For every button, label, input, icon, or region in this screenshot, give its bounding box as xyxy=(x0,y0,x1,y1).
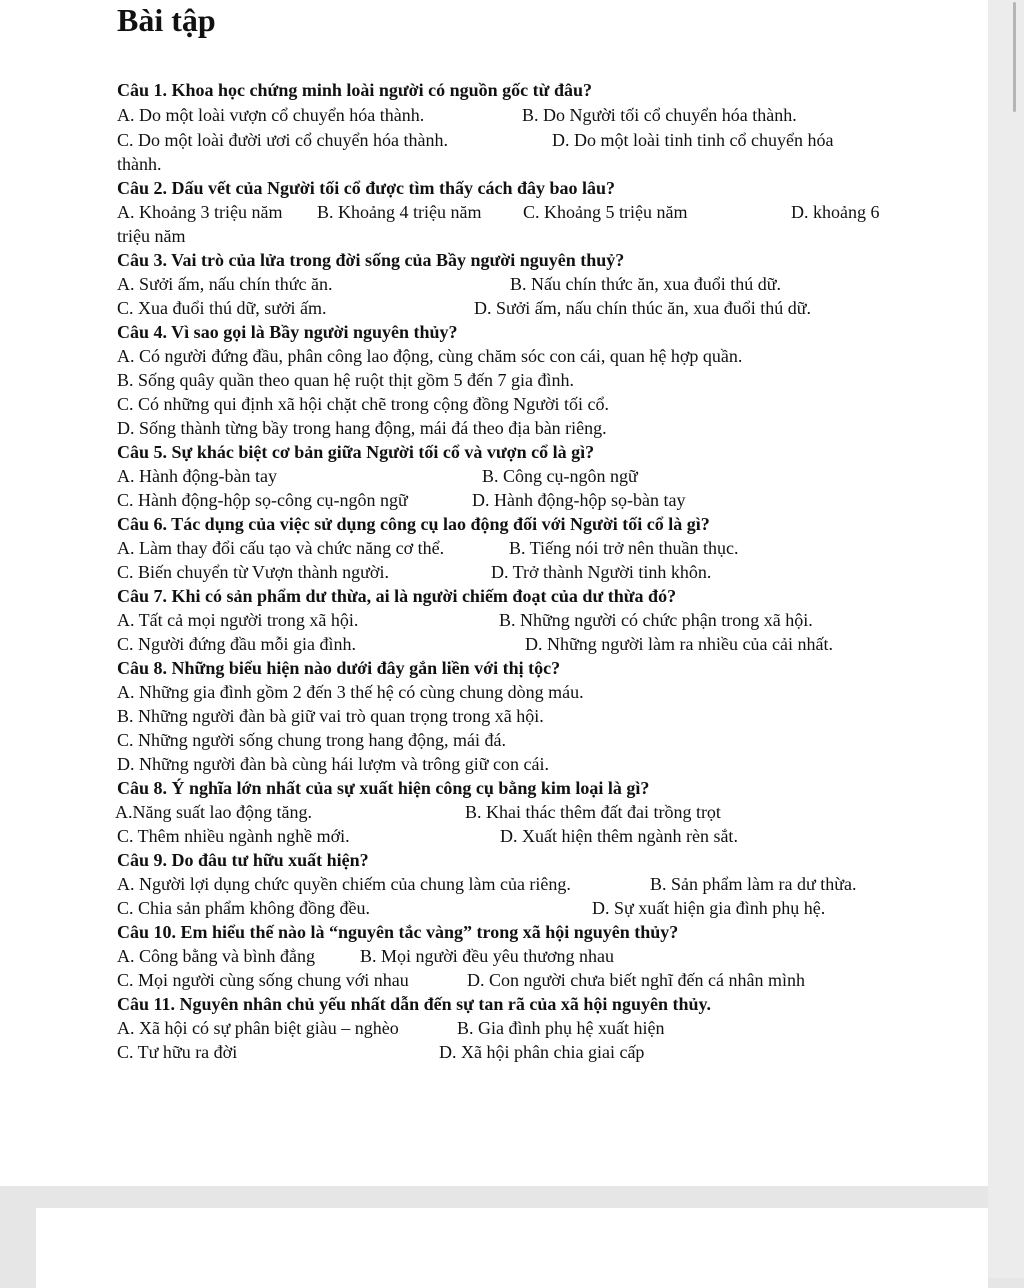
question-1: Câu 1. Khoa học chứng minh loài người có nguồn gốc từ đâu? xyxy=(117,80,592,100)
option-c: C. Thêm nhiều ngành nghề mới. xyxy=(117,826,350,846)
option-a: A. Hành động-bàn tay xyxy=(117,466,277,486)
option-d-continued: triệu năm xyxy=(117,226,186,246)
option-a: A. Xã hội có sự phân biệt giàu – nghèo xyxy=(117,1018,399,1038)
option-a: A. Những gia đình gồm 2 đến 3 thế hệ có cùng chung dòng máu. xyxy=(117,682,584,702)
option-d: D. khoảng 6 xyxy=(791,202,880,222)
question-1-options-ab xyxy=(117,103,977,127)
option-b: B. Khoảng 4 triệu năm xyxy=(317,202,482,222)
question-5-options-ab xyxy=(117,464,977,488)
option-b: B. Khai thác thêm đất đai trồng trọt xyxy=(465,802,721,822)
question-9-options-ab xyxy=(117,872,977,896)
question-9: Câu 9. Do đâu tư hữu xuất hiện? xyxy=(117,850,369,870)
question-8-metal-options-cd xyxy=(117,824,977,848)
option-d: D. Xuất hiện thêm ngành rèn sắt. xyxy=(500,826,738,846)
question-6: Câu 6. Tác dụng của việc sử dụng công cụ lao động đối với Người tối cổ là gì? xyxy=(117,514,710,534)
question-2: Câu 2. Dấu vết của Người tối cổ được tìm thấy cách đây bao lâu? xyxy=(117,178,616,198)
option-b: B. Những người đàn bà giữ vai trò quan trọng trong xã hội. xyxy=(117,706,544,726)
option-c: C. Do một loài đười ươi cổ chuyển hóa thành. xyxy=(117,130,448,150)
option-b: B. Công cụ-ngôn ngữ xyxy=(482,466,638,486)
option-a: A. Công bằng và bình đẳng xyxy=(117,946,315,966)
question-7-options-ab xyxy=(117,608,977,632)
option-d: D. Hành động-hộp sọ-bàn tay xyxy=(472,490,686,510)
option-d: D. Xã hội phân chia giai cấp xyxy=(439,1042,645,1062)
option-b: B. Gia đình phụ hệ xuất hiện xyxy=(457,1018,665,1038)
question-8-metal: Câu 8. Ý nghĩa lớn nhất của sự xuất hiện công cụ bằng kim loại là gì? xyxy=(117,778,650,798)
option-c: C. Hành động-hộp sọ-công cụ-ngôn ngữ xyxy=(117,490,408,510)
question-11-options-cd xyxy=(117,1040,977,1064)
option-c: C. Những người sống chung trong hang động, mái đá. xyxy=(117,730,506,750)
question-3: Câu 3. Vai trò của lửa trong đời sống của Bầy người nguyên thuỷ? xyxy=(117,250,625,270)
option-c: C. Tư hữu ra đời xyxy=(117,1042,238,1062)
option-a: A. Người lợi dụng chức quyền chiếm của chung làm của riêng. xyxy=(117,874,571,894)
option-d: D. Những người đàn bà cùng hái lượm và trông giữ con cái. xyxy=(117,754,549,774)
option-a: A. Do một loài vượn cổ chuyển hóa thành. xyxy=(117,105,425,125)
option-d-continued: thành. xyxy=(117,154,162,174)
question-5: Câu 5. Sự khác biệt cơ bản giữa Người tối cổ và vượn cổ là gì? xyxy=(117,442,595,462)
question-10-options-cd xyxy=(117,968,977,992)
question-9-options-cd xyxy=(117,896,977,920)
option-b: B. Do Người tối cổ chuyển hóa thành. xyxy=(522,105,797,125)
option-c: C. Xua đuổi thú dữ, sưởi ấm. xyxy=(117,298,327,318)
option-c: C. Khoảng 5 triệu năm xyxy=(523,202,688,222)
question-7-options-cd xyxy=(117,632,977,656)
option-b: B. Mọi người đều yêu thương nhau xyxy=(360,946,615,966)
question-6-options-cd xyxy=(117,560,977,584)
option-d: D. Những người làm ra nhiều của cải nhất. xyxy=(525,634,833,654)
question-11-options-ab xyxy=(117,1016,977,1040)
question-6-options-ab xyxy=(117,536,977,560)
question-10-options-ab xyxy=(117,944,977,968)
question-8-clan: Câu 8. Những biểu hiện nào dưới đây gắn liền với thị tộc? xyxy=(117,658,561,678)
question-5-options-cd xyxy=(117,488,977,512)
question-11: Câu 11. Nguyên nhân chủ yếu nhất dẫn đến sự tan rã của xã hội nguyên thủy. xyxy=(117,994,711,1014)
question-8-metal-options-ab xyxy=(115,800,975,824)
option-a: A.Năng suất lao động tăng. xyxy=(115,802,312,822)
option-b: B. Sống quây quần theo quan hệ ruột thịt gồm 5 đến 7 gia đình. xyxy=(117,370,574,390)
option-a: A. Làm thay đổi cấu tạo và chức năng cơ thể. xyxy=(117,538,445,558)
option-d: D. Con người chưa biết nghĩ đến cá nhân mình xyxy=(467,970,805,990)
option-b: B. Những người có chức phận trong xã hội. xyxy=(499,610,813,630)
option-b: B. Tiếng nói trở nên thuần thục. xyxy=(509,538,739,558)
question-10: Câu 10. Em hiểu thế nào là “nguyên tắc vàng” trong xã hội nguyên thủy? xyxy=(117,922,679,942)
option-c: C. Mọi người cùng sống chung với nhau xyxy=(117,970,409,990)
page-title: Bài tập xyxy=(117,2,216,38)
question-7: Câu 7. Khi có sản phẩm dư thừa, ai là người chiếm đoạt của dư thừa đó? xyxy=(117,586,677,606)
question-2-options xyxy=(117,200,977,224)
option-c: C. Chia sản phẩm không đồng đều. xyxy=(117,898,370,918)
option-d: D. Sưởi ấm, nấu chín thúc ăn, xua đuổi thú dữ. xyxy=(474,298,811,318)
scrollbar-thumb[interactable] xyxy=(1013,2,1016,112)
question-1-options-cd xyxy=(117,128,977,152)
question-3-options-cd xyxy=(117,296,977,320)
option-a: A. Có người đứng đầu, phân công lao động, cùng chăm sóc con cái, quan hệ hợp quần. xyxy=(117,346,743,366)
option-c: C. Có những qui định xã hội chặt chẽ trong cộng đồng Người tối cổ. xyxy=(117,394,609,414)
option-c: C. Người đứng đầu mỗi gia đình. xyxy=(117,634,357,654)
option-b: B. Nấu chín thức ăn, xua đuổi thú dữ. xyxy=(510,274,781,294)
option-b: B. Sản phẩm làm ra dư thừa. xyxy=(650,874,857,894)
question-3-options-ab xyxy=(117,272,977,296)
option-d: D. Sự xuất hiện gia đình phụ hệ. xyxy=(592,898,826,918)
option-d: D. Sống thành từng bầy trong hang động, mái đá theo địa bàn riêng. xyxy=(117,418,607,438)
question-4: Câu 4. Vì sao gọi là Bầy người nguyên thủy? xyxy=(117,322,458,342)
option-a: A. Khoảng 3 triệu năm xyxy=(117,202,283,222)
scrollbar[interactable] xyxy=(988,0,1024,1278)
option-a: A. Tất cả mọi người trong xã hội. xyxy=(117,610,359,630)
next-page xyxy=(36,1208,988,1288)
option-d: D. Trở thành Người tinh khôn. xyxy=(491,562,712,582)
option-d: D. Do một loài tinh tinh cổ chuyển hóa xyxy=(552,130,834,150)
option-a: A. Sưởi ấm, nấu chín thức ăn. xyxy=(117,274,333,294)
option-c: C. Biến chuyển từ Vượn thành người. xyxy=(117,562,389,582)
